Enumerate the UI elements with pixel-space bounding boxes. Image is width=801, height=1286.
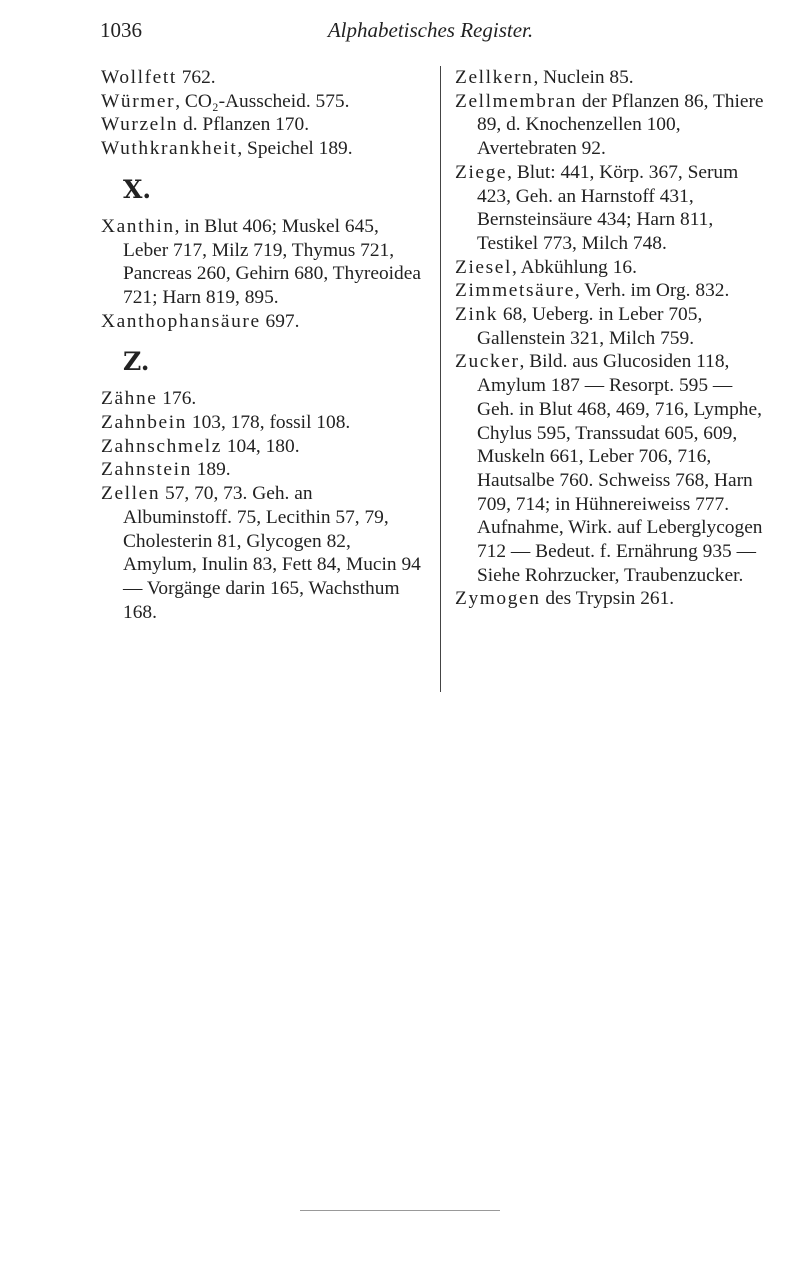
column-divider xyxy=(440,66,441,692)
entry-text: , Abkühlung 16. xyxy=(511,256,637,278)
index-entry xyxy=(101,137,423,161)
entry-text: 57, 70, 73. Geh. an Albuminstoff. 75, Lecithin 57, 79, Cholesterin 81, Glycogen 82, Amylum, Inulin 83, Fett 84, Mucin 94 — Vorgänge darin 165, Wachsthum 168. xyxy=(123,483,421,623)
entry-text: 189. xyxy=(191,459,231,481)
entry-keyword: Ziesel xyxy=(455,256,512,278)
entry-text: , CO₂-Ausscheid. 575. xyxy=(175,90,350,112)
running-title: Alphabetisches Register. xyxy=(327,18,534,42)
entry-text: 762. xyxy=(176,67,216,88)
entry-keyword: Würmer xyxy=(101,90,176,112)
index-entry xyxy=(455,587,773,611)
entry-keyword: Ziege xyxy=(455,161,508,183)
entry-text: 68, Ueberg. in Leber 705, Gallenstein 321, Milch 759. xyxy=(477,304,703,349)
index-entry xyxy=(101,482,423,624)
entries-right xyxy=(455,66,773,611)
entry-keyword: Zymogen xyxy=(455,588,541,610)
entry-keyword: Zellmembran xyxy=(455,90,578,112)
index-entry xyxy=(455,90,773,161)
entry-text: der Pflanzen 86, Thiere 89, d. Knochenzellen 100, Avertebraten 92. xyxy=(477,90,764,160)
entry-keyword: Xanthophansäure xyxy=(101,310,261,332)
index-entry xyxy=(455,256,773,280)
entry-text: 104, 180. xyxy=(221,435,300,457)
index-entry xyxy=(101,435,423,459)
entry-keyword: Wuthkrankheit xyxy=(101,138,238,160)
entry-text: , Speichel 189. xyxy=(237,138,353,160)
entry-text: 176. xyxy=(157,388,197,410)
entry-text: 103, 178, fossil 108. xyxy=(187,412,351,434)
entry-keyword: Zahnschmelz xyxy=(101,435,222,457)
index-entry xyxy=(101,66,423,90)
section-letter-z: Z. xyxy=(123,347,150,377)
entry-keyword: Zimmetsäure xyxy=(455,280,575,302)
index-entry xyxy=(455,161,773,256)
entries-x xyxy=(101,215,423,334)
entry-keyword: Zahnbein xyxy=(101,412,188,434)
entry-keyword: Zellkern xyxy=(455,67,534,88)
entry-text: , Bild. aus Glucosiden 118, Amylum 187 — Resorpt. 595 — Geh. in Blut 468, 469, 716, Lymphe, Chylus 595, Transsudat 605, 609, Muskeln 661, Leber 706, 716, Hautsalbe 760. Schweiss 768, Harn 709, 714; in Hühnereiweiss 777. Aufnahme, Wirk. auf Leberglycogen 712 — Bedeut. f. Ernährung 935 — Siehe Rohrzucker, Traubenzucker. xyxy=(477,351,763,586)
entry-text: , Verh. im Org. 832. xyxy=(574,280,730,302)
index-entry xyxy=(455,350,773,587)
index-entry xyxy=(101,90,423,114)
page-number: 1036 xyxy=(100,18,142,42)
entry-text: , Blut: 441, Körp. 367, Serum 423, Geh. an Harnstoff 431, Bernsteinsäure 434; Harn 811, Testikel 773, Milch 748. xyxy=(477,161,739,254)
index-entry xyxy=(455,66,773,90)
entry-keyword: Xanthin xyxy=(101,215,175,237)
index-entry xyxy=(101,215,423,310)
entry-keyword: Wollfett xyxy=(101,67,177,88)
index-entry xyxy=(101,310,423,334)
index-entry xyxy=(455,303,773,350)
entry-keyword: Wurzeln xyxy=(101,114,179,136)
footer-rule xyxy=(300,1210,500,1211)
index-entry xyxy=(455,279,773,303)
entry-text: d. Pflanzen 170. xyxy=(178,114,310,136)
entry-text: , Nuclein 85. xyxy=(533,67,634,88)
entry-keyword: Zähne xyxy=(101,388,158,410)
index-entry xyxy=(101,458,423,482)
index-entry xyxy=(101,387,423,411)
entry-text: , in Blut 406; Muskel 645, Leber 717, Milz 719, Thymus 721, Pancreas 260, Gehirn 680, Thyreoidea 721; Harn 819, 895. xyxy=(123,215,421,308)
page-header xyxy=(100,18,761,46)
entry-keyword: Zucker xyxy=(455,351,520,373)
index-entry xyxy=(101,113,423,137)
entry-text: 697. xyxy=(260,310,300,332)
right-column xyxy=(455,66,773,611)
entries-w xyxy=(101,66,423,161)
entry-keyword: Zahnstein xyxy=(101,459,192,481)
left-column xyxy=(101,66,423,624)
entry-keyword: Zellen xyxy=(101,483,161,505)
index-entry xyxy=(101,411,423,435)
entry-text: des Trypsin 261. xyxy=(540,588,675,610)
entries-z xyxy=(101,387,423,624)
entry-keyword: Zink xyxy=(455,304,499,326)
section-letter-x: X. xyxy=(123,174,152,204)
